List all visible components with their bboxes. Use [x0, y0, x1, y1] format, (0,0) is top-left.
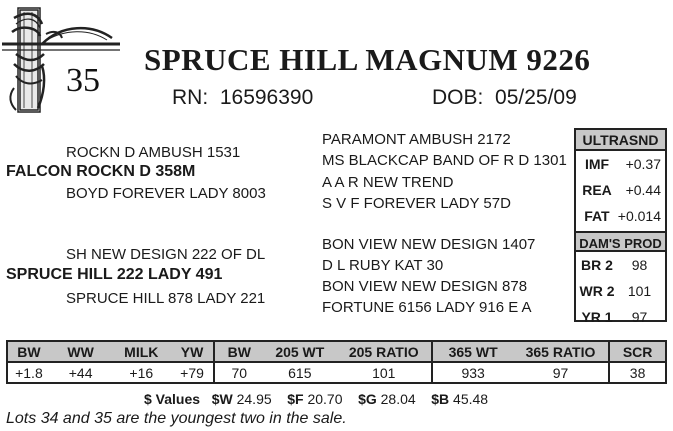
column-header: 205 WT: [264, 342, 336, 362]
pedigree-ancestor: A A R NEW TREND: [322, 174, 454, 191]
column-header: 365 WT: [432, 342, 512, 362]
footnote: Lots 34 and 35 are the youngest two in the sale.: [6, 410, 347, 427]
table-cell: 97: [552, 364, 569, 381]
dams-prod-value: 98: [631, 257, 648, 273]
dollar-values: [144, 391, 488, 407]
lot-number: 35: [66, 62, 100, 99]
table-cell: 70: [214, 362, 264, 382]
date-of-birth: [432, 86, 577, 110]
rope-post-logo: [2, 4, 120, 114]
sire-dam: BOYD FOREVER LADY 8003: [66, 185, 266, 202]
f-value: 20.70: [307, 391, 343, 407]
table-cell: 38: [609, 362, 665, 382]
w-value: 24.95: [236, 391, 272, 407]
g-label: $G: [358, 391, 377, 407]
ultrasound-label: IMF: [584, 156, 610, 172]
rn-value: 16596390: [219, 86, 314, 109]
registration-number: [172, 86, 313, 110]
pedigree-ancestor: MS BLACKCAP BAND OF R D 1301: [322, 152, 567, 169]
column-header: 365 RATIO: [513, 342, 609, 362]
sire-sire: ROCKN D AMBUSH 1531: [66, 144, 241, 161]
table-row: [8, 362, 665, 382]
dams-prod-value: 97: [631, 309, 648, 325]
dams-prod-value: 101: [627, 283, 652, 299]
dam-dam: SPRUCE HILL 878 LADY 221: [66, 290, 266, 307]
w-label: $W: [211, 391, 233, 407]
pedigree-ancestor: BON VIEW NEW DESIGN 878: [322, 278, 528, 295]
f-label: $F: [287, 391, 304, 407]
dams-prod-label: BR 2: [581, 257, 613, 273]
g-value: 28.04: [380, 391, 416, 407]
dams-prod-row: [576, 252, 665, 278]
ultrasound-row: [576, 177, 665, 203]
dams-prod-row: [576, 278, 665, 304]
dam-sire: SH NEW DESIGN 222 OF DL: [66, 246, 266, 263]
pedigree-ancestor: S V F FOREVER LADY 57D: [322, 195, 511, 212]
ultrasound-row: [576, 151, 665, 177]
b-value: 45.48: [453, 391, 489, 407]
column-header: MILK: [111, 342, 171, 362]
table-cell: +16: [129, 364, 154, 381]
column-header: YW: [171, 342, 214, 362]
pedigree-ancestor: FORTUNE 6156 LADY 916 E A: [322, 299, 532, 316]
table-cell: 615: [288, 364, 312, 381]
table-cell: +44: [68, 364, 93, 381]
pedigree-ancestor: D L RUBY KAT 30: [322, 257, 444, 274]
ultrasound-label: REA: [582, 182, 612, 198]
table-cell: 933: [432, 362, 512, 382]
ultrasound-panel: [574, 128, 667, 325]
column-header: SCR: [609, 342, 665, 362]
ultrasound-value: +0.44: [625, 182, 661, 198]
column-header: 205 RATIO: [336, 342, 432, 362]
pedigree-ancestor: PARAMONT AMBUSH 2172: [322, 131, 511, 148]
dollar-values-label: $ Values: [144, 391, 201, 407]
column-header: WW: [50, 342, 112, 362]
sire: FALCON ROCKN D 358M: [6, 163, 196, 180]
ultrasound-value: +0.37: [625, 156, 661, 172]
column-header: BW: [8, 342, 50, 362]
table-cell: +1.8: [15, 364, 43, 381]
ultrasound-value: +0.014: [617, 208, 661, 224]
ultrasound-label: FAT: [584, 208, 610, 224]
animal-name: SPRUCE HILL MAGNUM 9226: [144, 42, 591, 77]
table-header-row: [8, 342, 665, 362]
b-label: $B: [431, 391, 450, 407]
dams-prod-label: WR 2: [579, 283, 615, 299]
rn-label: RN:: [172, 86, 209, 109]
ultrasound-title: ULTRASND: [576, 130, 665, 151]
dam: SPRUCE HILL 222 LADY 491: [6, 266, 223, 283]
column-header: BW: [214, 342, 264, 362]
table-cell: +79: [180, 364, 204, 381]
ultrasound-row: [576, 203, 665, 229]
pedigree-ancestor: BON VIEW NEW DESIGN 1407: [322, 236, 536, 253]
dob-label: DOB:: [432, 86, 484, 109]
dob-value: 05/25/09: [495, 86, 577, 109]
dams-prod-label: YR 1: [581, 309, 613, 325]
table-cell: 101: [372, 364, 396, 381]
dams-prod-row: [576, 304, 665, 330]
performance-table: [6, 340, 667, 384]
dams-prod-title: DAM'S PROD: [576, 231, 665, 252]
